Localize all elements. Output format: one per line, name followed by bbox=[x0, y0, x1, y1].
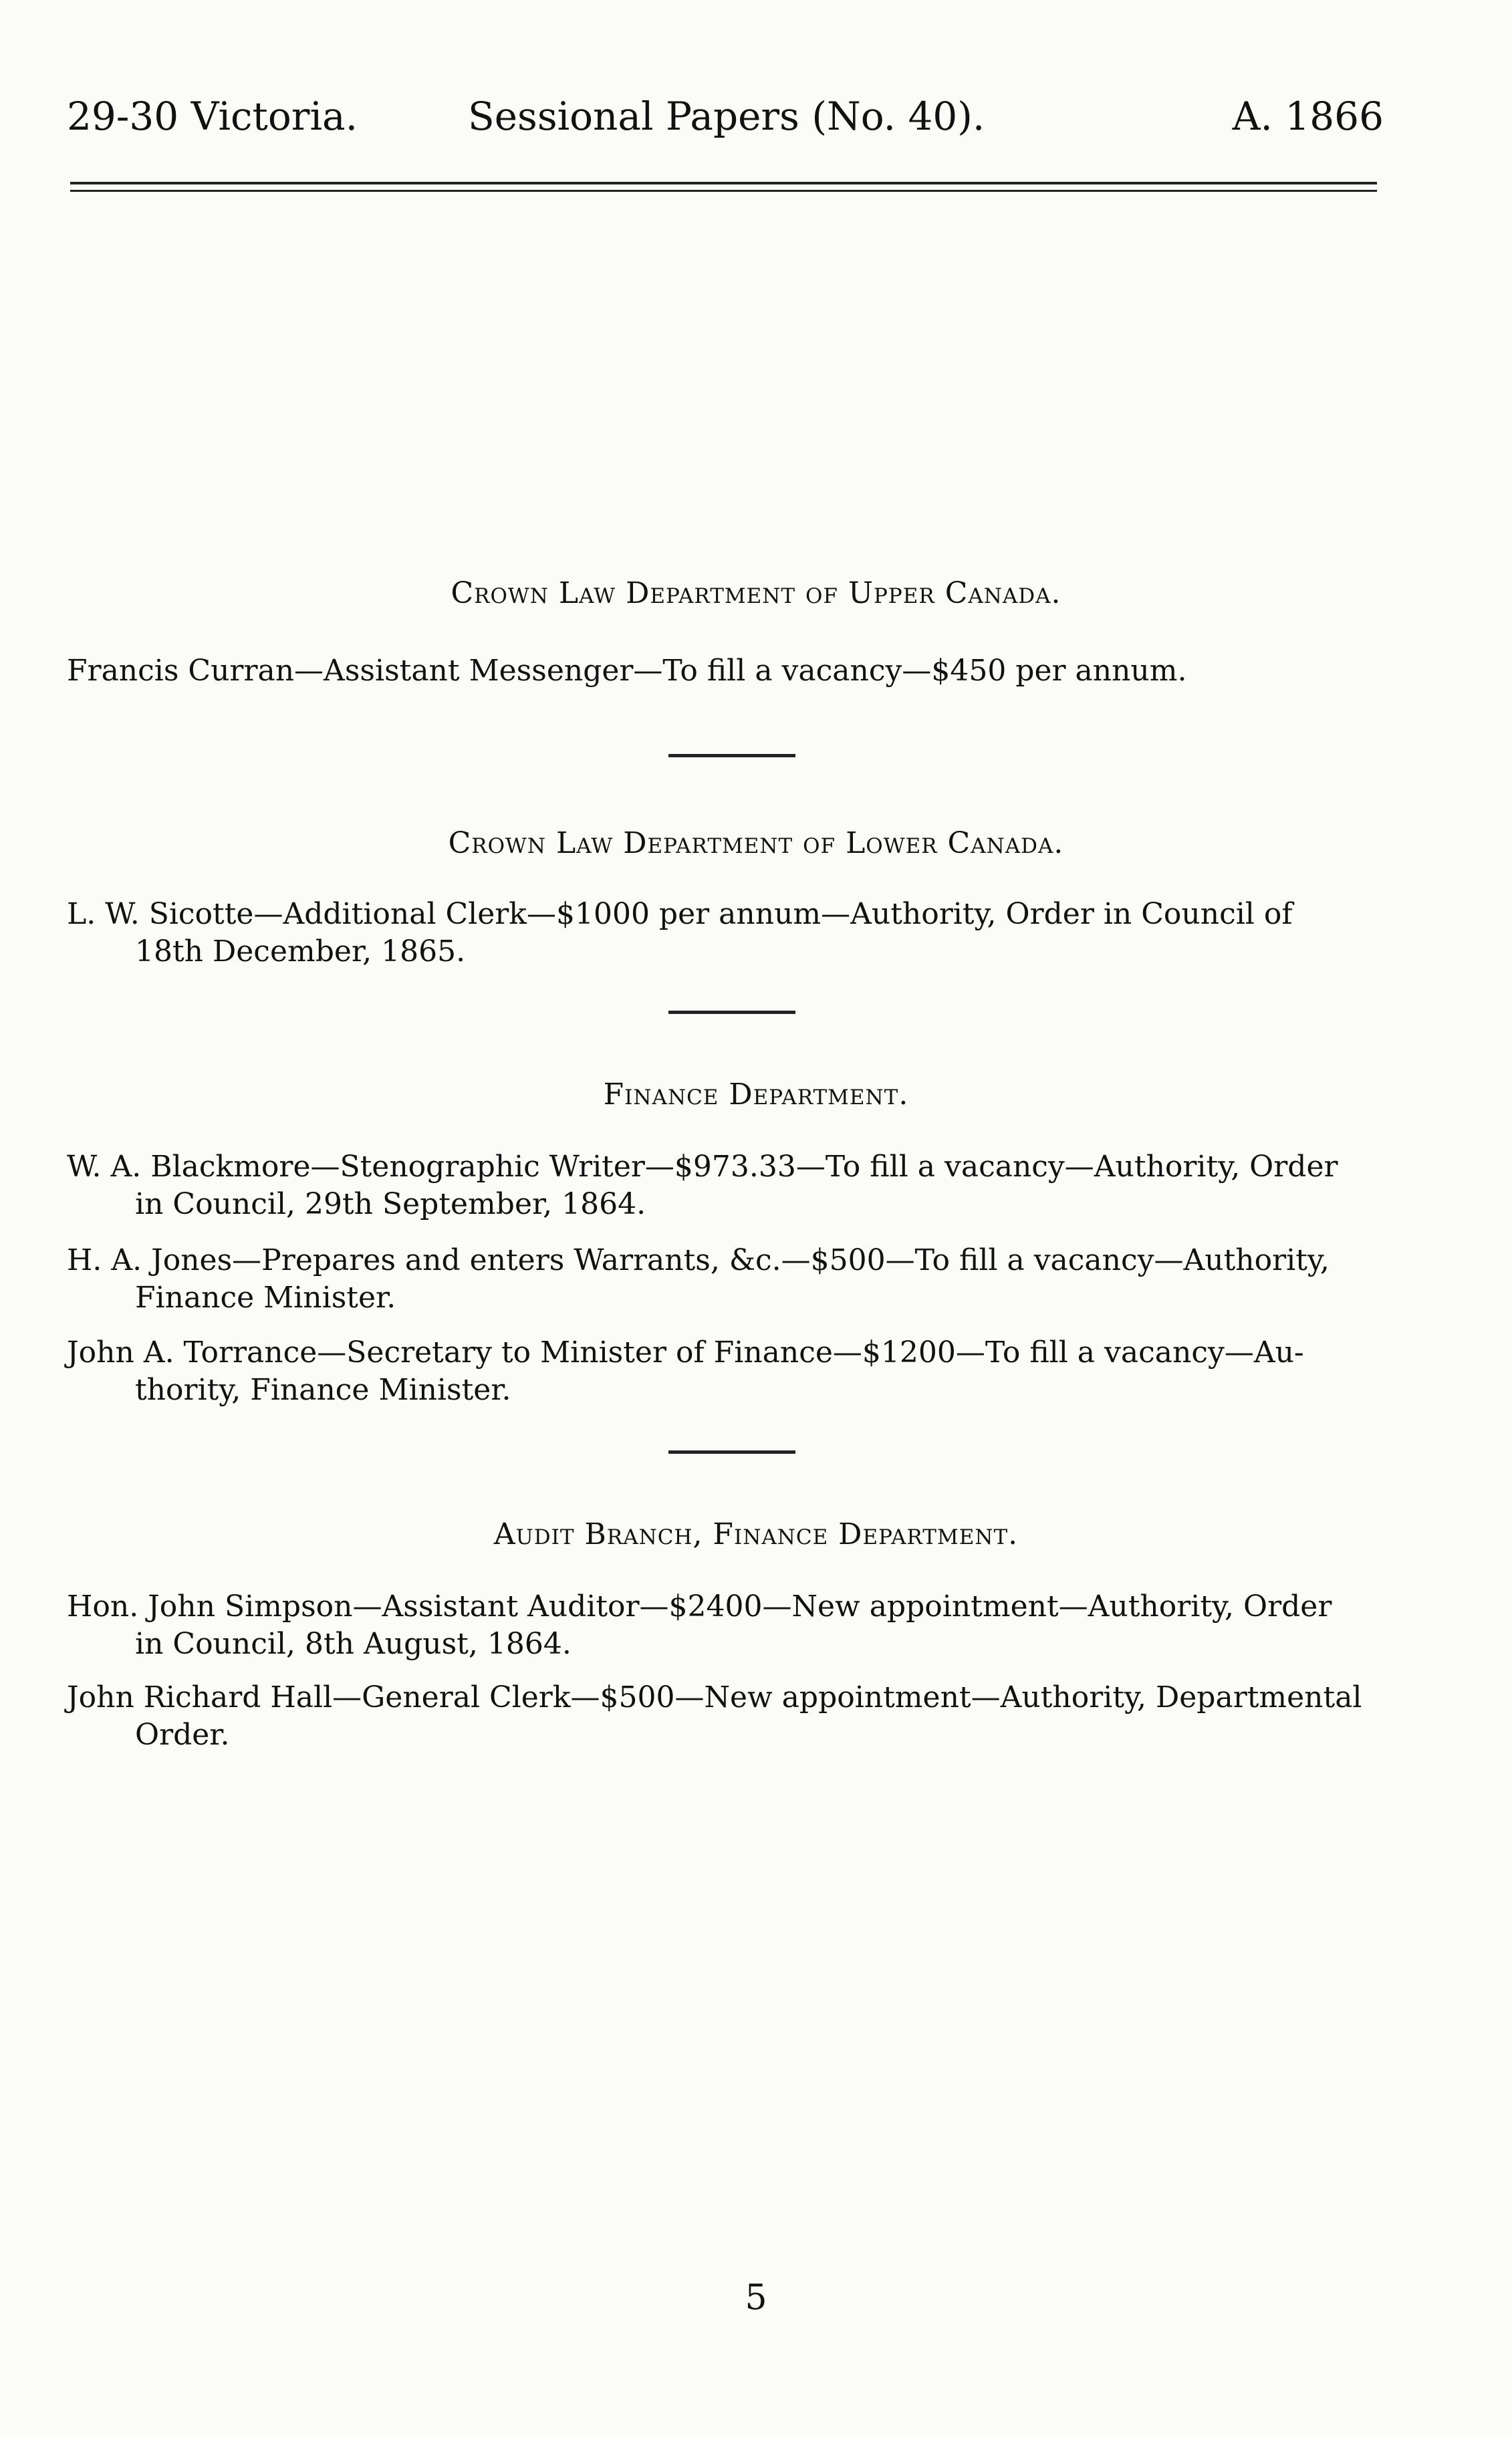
section-divider bbox=[668, 754, 795, 757]
entry-francis-curran bbox=[67, 652, 1390, 690]
entry-text: John A. Torrance—Secretary to Minister of Finance—$1200—To fill a vacancy—Au- bbox=[67, 1335, 1304, 1370]
entry-text-continued: 18th December, 1865. bbox=[135, 934, 466, 969]
section-divider bbox=[668, 1450, 795, 1454]
entry-blackmore bbox=[67, 1148, 1390, 1223]
header-year: A. 1866 bbox=[1232, 94, 1384, 139]
section-heading-lower-canada: Crown Law Department of Lower Canada. bbox=[448, 826, 1064, 860]
entry-jones bbox=[67, 1242, 1390, 1317]
entry-text-continued: in Council, 8th August, 1864. bbox=[135, 1627, 572, 1661]
entry-torrance bbox=[67, 1334, 1390, 1409]
header-session: 29-30 Victoria. bbox=[67, 94, 358, 139]
page-number: 5 bbox=[745, 2278, 767, 2318]
entry-text: H. A. Jones—Prepares and enters Warrants, &c.—$500—To fill a vacancy—Authority, bbox=[67, 1243, 1330, 1277]
entry-text: John Richard Hall—General Clerk—$500—New appointment—Authority, Departmental bbox=[67, 1680, 1362, 1714]
entry-text-continued: thority, Finance Minister. bbox=[135, 1373, 511, 1407]
header-title: Sessional Papers (No. 40). bbox=[468, 94, 985, 139]
header-rule bbox=[70, 182, 1377, 192]
section-heading-finance: Finance Department. bbox=[603, 1077, 909, 1112]
running-header bbox=[67, 94, 1384, 147]
entry-hall bbox=[67, 1679, 1390, 1754]
entry-text-continued: Order. bbox=[135, 1718, 230, 1752]
section-divider bbox=[668, 1011, 795, 1014]
section-heading-upper-canada: Crown Law Department of Upper Canada. bbox=[451, 576, 1061, 610]
entry-text-continued: in Council, 29th September, 1864. bbox=[135, 1187, 646, 1221]
section-heading-audit-branch: Audit Branch, Finance Department. bbox=[493, 1517, 1019, 1551]
entry-text: L. W. Sicotte—Additional Clerk—$1000 per annum—Authority, Order in Council of bbox=[67, 897, 1293, 931]
entry-simpson bbox=[67, 1588, 1390, 1663]
entry-text-continued: Finance Minister. bbox=[135, 1281, 396, 1315]
entry-sicotte bbox=[67, 896, 1390, 971]
entry-text: Hon. John Simpson—Assistant Auditor—$2400—New appointment—Authority, Order bbox=[67, 1589, 1332, 1624]
entry-text: W. A. Blackmore—Stenographic Writer—$973.33—To fill a vacancy—Authority, Order bbox=[67, 1150, 1338, 1184]
entry-text: Francis Curran—Assistant Messenger—To fill a vacancy—$450 per annum. bbox=[67, 654, 1187, 688]
